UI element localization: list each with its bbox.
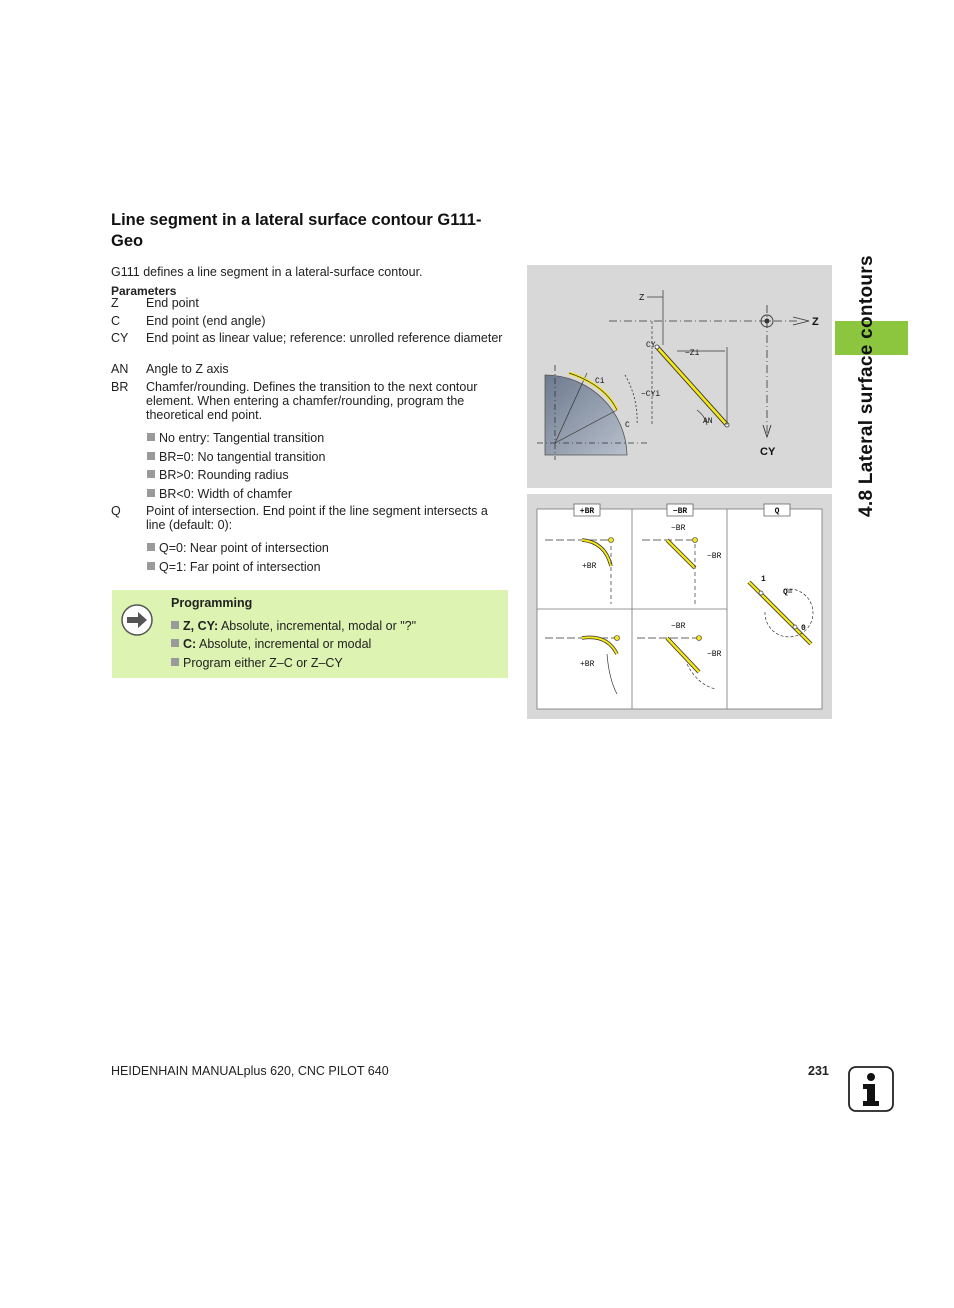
section-tab-label: 4.8 Lateral surface contours	[856, 255, 877, 517]
parameters-heading: Parameters	[111, 284, 177, 298]
fig2-label-br-neg-1a: −BR	[671, 524, 686, 533]
list-item: No entry: Tangential transition	[147, 431, 324, 445]
fig1-axis-cy: CY	[760, 446, 776, 458]
intro-text: G111 defines a line segment in a lateral-surface contour.	[111, 265, 423, 279]
fig1-label-z: Z	[639, 293, 645, 303]
fig1-label-cyi: −CYi	[641, 390, 661, 399]
fig2-label-br-neg-1b: −BR	[707, 552, 722, 561]
fig1-label-c: C	[625, 421, 630, 430]
footer-text: HEIDENHAIN MANUALplus 620, CNC PILOT 640	[111, 1064, 389, 1078]
list-item: Q=1: Far point of intersection	[147, 560, 321, 574]
fig2-label-br-neg-2a: −BR	[671, 622, 686, 631]
fig2-header-br-pos: +BR	[579, 507, 595, 516]
fig2-label-q-zero: 0	[801, 624, 806, 633]
fig1-label-zi: −Zi	[685, 349, 700, 358]
fig2-label-br-pos-1: +BR	[582, 562, 597, 571]
programming-heading: Programming	[171, 596, 253, 610]
fig2-header-br-neg: −BR	[672, 507, 688, 516]
page-title: Line segment in a lateral surface contour G111-Geo	[111, 211, 482, 250]
fig1-axis-z: Z	[812, 316, 819, 328]
list-item: Q=0: Near point of intersection	[147, 541, 329, 555]
arrow-right-icon	[120, 603, 154, 637]
list-item: BR>0: Rounding radius	[147, 468, 289, 482]
list-item: BR=0: No tangential transition	[147, 450, 325, 464]
line-segment-figure	[527, 265, 832, 488]
programming-note	[112, 590, 508, 678]
fig2-label-q-one: 1	[761, 575, 766, 584]
fig1-label-ci: Ci	[595, 377, 605, 386]
list-item: Program either Z–C or Z–CY	[171, 656, 343, 670]
list-item: C: Absolute, incremental or modal	[171, 637, 371, 651]
fig2-label-q-eq: Q=	[783, 588, 793, 597]
list-item: BR<0: Width of chamfer	[147, 487, 292, 501]
fig1-label-an: AN	[703, 417, 713, 426]
fig2-label-br-pos-2: +BR	[580, 660, 595, 669]
fig2-header-q: Q	[774, 507, 780, 516]
page-number: 231	[808, 1064, 829, 1078]
fig1-label-cy: CY	[646, 341, 656, 350]
info-icon	[847, 1065, 895, 1113]
list-item: Z, CY: Absolute, incremental, modal or "?"	[171, 619, 416, 633]
fig2-label-br-neg-2b: −BR	[707, 650, 722, 659]
chamfer-rounding-figure	[527, 494, 832, 719]
